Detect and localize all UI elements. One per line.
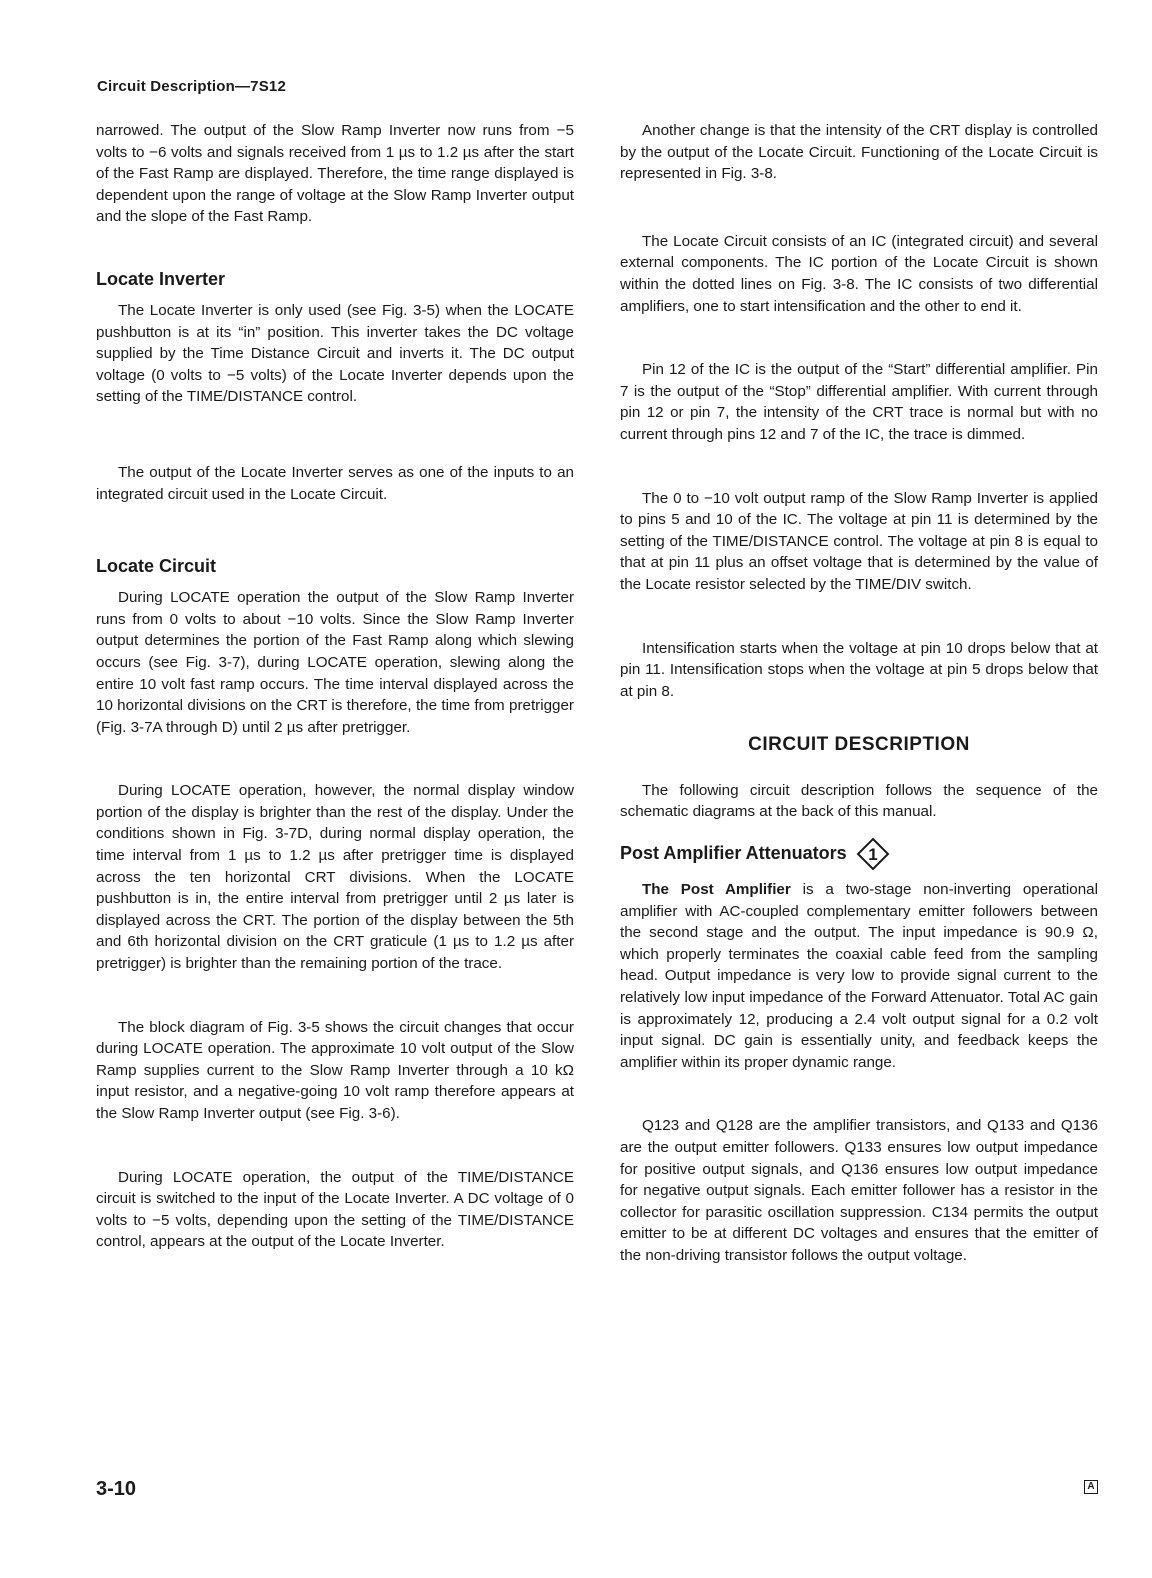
heading-post-amplifier-text: Post Amplifier Attenuators [620,842,847,863]
right-column [620,120,1098,1267]
left-paragraph-6: The block diagram of Fig. 3-5 shows the circuit changes that occur during LOCATE operation. The approximate 10 volt output of the Slow Ramp supplies current to the Slow Ramp Inverter through a 10 kΩ input resistor, and a negative-going 10 volt ramp therefore appears at the Slow Ramp Inverter output (see Fig. 3-6). [96,1018,574,1122]
diagram-number-diamond-icon [856,837,890,871]
right-paragraph-4: The 0 to −10 volt output ramp of the Slow Ramp Inverter is applied to pins 5 and 10 of the IC. The voltage at pin 11 is determined by the setting of the TIME/DISTANCE control. The voltage at pin 8 is equal to that at pin 11 plus an offset voltage that is determined by the value of the Locate resistor selected by the TIME/DIV switch. [620,489,1098,593]
left-paragraph-3: The output of the Locate Inverter serves as one of the inputs to an integrated circuit used in the Locate Circuit. [96,463,574,503]
heading-circuit-description: CIRCUIT DESCRIPTION [748,734,970,756]
right-paragraph-8: Q123 and Q128 are the amplifier transistors, and Q133 and Q136 are the output emitter followers. Q133 ensures low output impedance for positive output signals, and Q136 ensures low output impedance for negative output signals. Each emitter follower has a resistor in the collector for parasitic oscillation suppression. C134 permits the output emitter to be at different DC voltages and ensures that the emitter of the non-driving transistor follows the output voltage. [620,1117,1098,1264]
post-amplifier-body: is a two-stage non-inverting operational amplifier with AC-coupled complementary emitter followers between the second stage and the output. The input impedance is 90.9 Ω, which properly terminates the coaxial cable feed from the sampling head. Output impedance is very low to provide signal current to the relatively low input impedance of the Forward Attenuator. Total AC gain is approximately 12, producing a 2.4 volt output signal for a 0.2 volt input signal. DC gain is essentially unity, and feedback keeps the amplifier within its proper dynamic range. [620,881,1098,1071]
left-paragraph-7: During LOCATE operation, the output of the TIME/DISTANCE circuit is switched to the input of the Locate Inverter. A DC voltage of 0 volts to −5 volts, depending upon the setting of the TIME/DISTANCE control, appears at the output of the Locate Inverter. [96,1168,574,1251]
right-paragraph-2: The Locate Circuit consists of an IC (integrated circuit) and several external components. The IC portion of the Locate Circuit is shown within the dotted lines on Fig. 3-8. The IC consists of two differential amplifiers, one to start intensification and the other to end it. [620,232,1098,315]
running-head: Circuit Description—7S12 [97,78,287,95]
left-paragraph-5: During LOCATE operation, however, the normal display window portion of the display is brighter than the rest of the display. Under the conditions shown in Fig. 3-7D, during normal display operation, the time interval from 1 µs to 1.2 µs after pretrigger time is displayed across the ten horizontal CRT divisions. When the LOCATE pushbutton is in, the entire interval from pretrigger until 2 µs later is displayed across the CRT. The portion of the display between the 5th and 6th horizontal division on the CRT graticule (1 µs to 1.2 µs after pretrigger) is brighter than the remaining portion of the trace. [96,782,574,973]
left-column [96,120,574,1253]
page-number: 3-10 [96,1478,137,1500]
left-paragraph-2: The Locate Inverter is only used (see Fig. 3-5) when the LOCATE pushbutton is at its “in” position. This inverter takes the DC voltage supplied by the Time Distance Circuit and inverts it. The DC output voltage (0 volts to −5 volts) of the Locate Inverter depends upon the setting of the TIME/DISTANCE control. [96,301,574,406]
post-amplifier-lead: The Post Amplifier [642,881,791,899]
heading-locate-circuit: Locate Circuit [96,556,217,577]
left-paragraph-4: During LOCATE operation the output of the Slow Ramp Inverter runs from 0 volts to about −10 volts. Since the Slow Ramp Inverter output determines the portion of the Fast Ramp along which slewing occurs (see Fig. 3-7), during LOCATE operation, slewing along the entire 10 volt fast ramp occurs. The time interval displayed across the 10 horizontal divisions on the CRT is therefore, the time from pretrigger (Fig. 3-7A through D) until 2 µs after pretrigger. [96,589,574,736]
diagram-number-text: 1 [867,845,878,865]
revision-mark: A [1084,1480,1098,1494]
right-paragraph-3: Pin 12 of the IC is the output of the “Start” differential amplifier. Pin 7 is the output of the “Stop” differential amplifier. With current through pin 12 or pin 7, the intensity of the CRT trace is normal but with no current through pins 12 and 7 of the IC, the trace is dimmed. [620,361,1098,443]
right-paragraph-6: The following circuit description follows the sequence of the schematic diagrams at the back of this manual. [620,781,1098,821]
right-paragraph-1: Another change is that the intensity of the CRT display is controlled by the output of the Locate Circuit. Functioning of the Locate Circuit is represented in Fig. 3-8. [620,122,1098,183]
right-paragraph-5: Intensification starts when the voltage at pin 10 drops below that at pin 11. Intensification stops when the voltage at pin 5 drops below that at pin 8. [620,639,1098,700]
heading-locate-inverter: Locate Inverter [96,268,226,289]
heading-post-amplifier-attenuators [620,837,1098,871]
left-paragraph-1: narrowed. The output of the Slow Ramp Inverter now runs from −5 volts to −6 volts and signals received from 1 µs to 1.2 µs after the start of the Fast Ramp are displayed. Therefore, the time range displayed is dependent upon the range of voltage at the Slow Ramp Inverter output and the slope of the Fast Ramp. [96,122,574,226]
right-paragraph-7 [620,879,1098,1073]
